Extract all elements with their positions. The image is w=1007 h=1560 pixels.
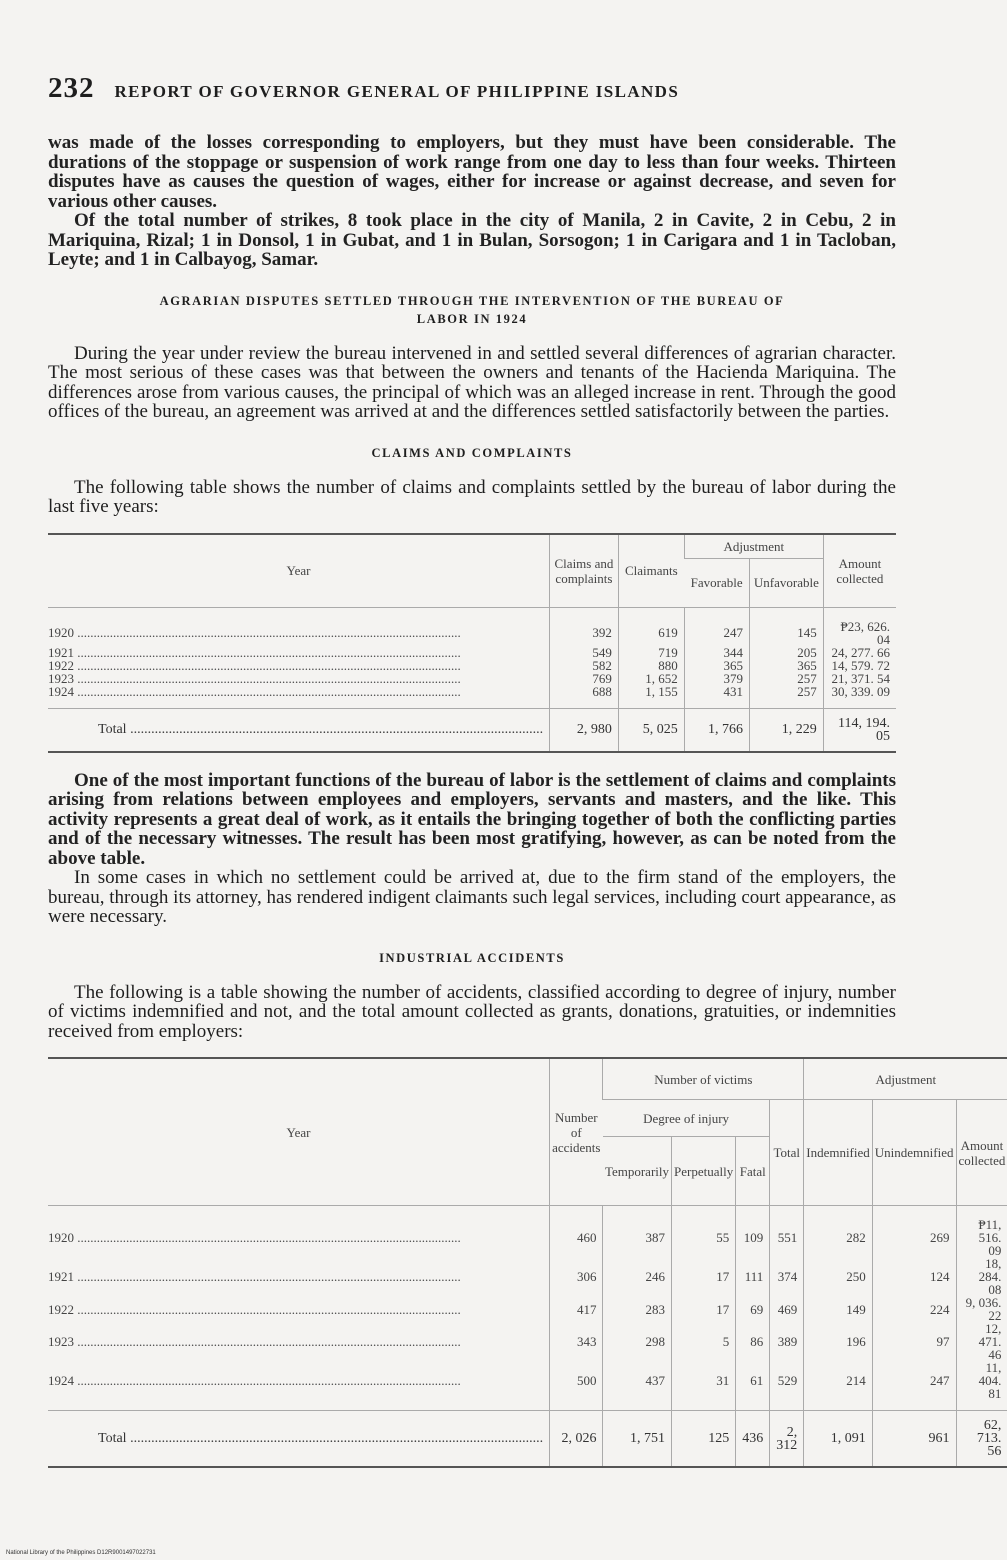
claims-table — [48, 533, 896, 753]
unfavorable-cell: 205 — [749, 646, 823, 659]
table-row — [48, 672, 896, 685]
accidents-cell: 343 — [550, 1322, 603, 1361]
indemnified-cell: 196 — [804, 1322, 873, 1361]
amount-cell: ₱23, 626. 04 — [823, 607, 896, 646]
claims-header-claimants: Claimants — [618, 534, 684, 608]
unfavorable-cell: 145 — [749, 607, 823, 646]
accidents-header-unindemnified: Unindemnified — [872, 1100, 956, 1206]
indemnified-cell: 149 — [804, 1296, 873, 1322]
claims-year-cell: 1920 ..... — [48, 607, 550, 646]
running-head: REPORT OF GOVERNOR GENERAL OF PHILIPPINE ISLANDS — [114, 82, 680, 101]
claims-cell: 582 — [550, 659, 619, 672]
accidents-header-temporarily: Temporarily — [603, 1137, 672, 1206]
accidents-year-cell: 1922 ..... — [48, 1296, 550, 1322]
favorable-cell: 247 — [684, 607, 749, 646]
table-total-row — [48, 1411, 1007, 1468]
accidents-cell: 460 — [550, 1206, 603, 1258]
unindemnified-cell: 224 — [872, 1296, 956, 1322]
amount-cell: 21, 371. 54 — [823, 672, 896, 685]
accidents-year-cell: 1924 ..... — [48, 1361, 550, 1411]
perpetually-cell: 55 — [672, 1206, 736, 1258]
accidents-cell: 500 — [550, 1361, 603, 1411]
unfavorable-cell: 1, 229 — [749, 708, 823, 752]
temporarily-cell: 298 — [603, 1322, 672, 1361]
claims-cell: 2, 980 — [550, 708, 619, 752]
total-cell: 374 — [770, 1257, 804, 1296]
section-heading-accidents: INDUSTRIAL ACCIDENTS — [379, 950, 565, 965]
claimants-cell: 5, 025 — [618, 708, 684, 752]
total-label: Total ..... — [48, 1411, 550, 1468]
total-cell: 2, 312 — [770, 1411, 804, 1468]
amount-cell: 12, 471. 46 — [956, 1322, 1007, 1361]
paragraph-strike-locations: Of the total number of strikes, 8 took place in the city of Manila, 2 in Cavite, 2 in Cebu, 2 in Mariquina, Rizal; 1 in Donsol, 1 in Gubat, and 1 in Bulan, Sorsogon; 1 in Carigara and 1 in Tacloban, Leyte; and 1 in Calbayog, Samar. — [48, 210, 896, 270]
favorable-cell: 1, 766 — [684, 708, 749, 752]
accidents-header-perpetually: Perpetually — [672, 1137, 736, 1206]
table-row — [48, 1257, 1007, 1296]
table-row — [48, 659, 896, 672]
indemnified-cell: 214 — [804, 1361, 873, 1411]
paragraph-claims-intro: The following table shows the number of claims and complaints settled by the bureau of labor during the last five years: — [48, 476, 896, 517]
paragraph-legal-services: In some cases in which no settlement could be arrived at, due to the firm stand of the employers, the bureau, through its attorney, has rendered indigent claimants such legal services, including court appearance, as were necessary. — [48, 867, 896, 927]
unfavorable-cell: 365 — [749, 659, 823, 672]
accidents-header-indemnified: Indemnified — [804, 1100, 873, 1206]
table-row — [48, 607, 896, 646]
amount-cell: 114, 194. 05 — [823, 708, 896, 752]
section-heading-agrarian-line-2: LABOR IN 1924 — [416, 311, 528, 326]
amount-cell: 18, 284. 08 — [956, 1257, 1007, 1296]
favorable-cell: 431 — [684, 685, 749, 709]
unindemnified-cell: 124 — [872, 1257, 956, 1296]
temporarily-cell: 1, 751 — [603, 1411, 672, 1468]
fatal-cell: 111 — [736, 1257, 770, 1296]
unindemnified-cell: 961 — [872, 1411, 956, 1468]
fatal-cell: 69 — [736, 1296, 770, 1322]
claims-header-adjustment: Adjustment — [684, 534, 823, 559]
accidents-cell: 306 — [550, 1257, 603, 1296]
accidents-header-fatal: Fatal — [736, 1137, 770, 1206]
amount-cell: 62, 713. 56 — [956, 1411, 1007, 1468]
indemnified-cell: 1, 091 — [804, 1411, 873, 1468]
claims-cell: 392 — [550, 607, 619, 646]
section-heading-agrarian — [48, 292, 896, 328]
paragraph-bureau-functions: One of the most important functions of the bureau of labor is the settlement of claims and complaints arising from relations between employees and employers, servants and masters, and the like. This activity represents a great deal of work, as it entails the bringing together of both the conflicting parties and of the necessary witnesses. The result has been most gratifying, however, as can be noted from the above table. — [48, 769, 896, 869]
perpetually-cell: 125 — [672, 1411, 736, 1468]
claims-cell: 769 — [550, 672, 619, 685]
indemnified-cell: 250 — [804, 1257, 873, 1296]
claimants-cell: 1, 155 — [618, 685, 684, 709]
accidents-header-total: Total — [770, 1100, 804, 1206]
accidents-header-amount: Amount collected — [956, 1100, 1007, 1206]
table-row — [48, 1322, 1007, 1361]
claimants-cell: 619 — [618, 607, 684, 646]
unfavorable-cell: 257 — [749, 685, 823, 709]
fatal-cell: 86 — [736, 1322, 770, 1361]
page-number: 232 — [48, 72, 95, 104]
table-row — [48, 1206, 1007, 1258]
total-cell: 551 — [770, 1206, 804, 1258]
claims-cell: 688 — [550, 685, 619, 709]
accidents-cell: 2, 026 — [550, 1411, 603, 1468]
perpetually-cell: 17 — [672, 1257, 736, 1296]
perpetually-cell: 17 — [672, 1296, 736, 1322]
unfavorable-cell: 257 — [749, 672, 823, 685]
claimants-cell: 1, 652 — [618, 672, 684, 685]
perpetually-cell: 5 — [672, 1322, 736, 1361]
accidents-header-adjustment: Adjustment — [804, 1058, 1007, 1100]
claimants-cell: 719 — [618, 646, 684, 659]
total-cell: 389 — [770, 1322, 804, 1361]
accidents-year-cell: 1920 ..... — [48, 1206, 550, 1258]
favorable-cell: 344 — [684, 646, 749, 659]
accidents-table — [48, 1057, 1007, 1468]
claims-header-unfavorable: Unfavorable — [749, 558, 823, 607]
perpetually-cell: 31 — [672, 1361, 736, 1411]
unindemnified-cell: 97 — [872, 1322, 956, 1361]
claims-year-cell: 1921 ..... — [48, 646, 550, 659]
claims-header-amount: Amount collected — [823, 534, 896, 608]
temporarily-cell: 246 — [603, 1257, 672, 1296]
paragraph-losses: was made of the losses corresponding to employers, but they must have been considerable. The durations of the stoppage or suspension of work range from one day to less than four weeks. Thirteen disputes have as causes the question of wages, either for increase or against decrease, and seven for various other causes. — [48, 132, 896, 212]
claims-year-cell: 1924 ..... — [48, 685, 550, 709]
amount-cell: 24, 277. 66 — [823, 646, 896, 659]
claims-header-favorable: Favorable — [684, 558, 749, 607]
temporarily-cell: 437 — [603, 1361, 672, 1411]
amount-cell: 30, 339. 09 — [823, 685, 896, 709]
paragraph-agrarian: During the year under review the bureau intervened in and settled several differences of agrarian character. The most serious of these cases was that between the owners and tenants of the Hacienda Mariquina. The differences arose from various causes, the principal of which was an alleged increase in rent. Through the good offices of the bureau, an agreement was arrived at and the differences settled satisfactorily between the parties. — [48, 342, 896, 422]
table-row — [48, 685, 896, 709]
amount-cell: 14, 579. 72 — [823, 659, 896, 672]
paragraph-accidents-intro: The following is a table showing the number of accidents, classified according to degree of injury, number of victims indemnified and not, and the total amount collected as grants, donations, gratuities, or indemnities received from employers: — [48, 981, 896, 1042]
scan-credit: National Library of the Philippines D12R9001497022731 — [6, 1550, 156, 1556]
claimants-cell: 880 — [618, 659, 684, 672]
total-cell: 469 — [770, 1296, 804, 1322]
section-heading-claims: CLAIMS AND COMPLAINTS — [371, 445, 573, 460]
total-label: Total ..... — [48, 708, 550, 752]
document-page — [48, 72, 1006, 1468]
favorable-cell: 379 — [684, 672, 749, 685]
amount-cell: 11, 404. 81 — [956, 1361, 1007, 1411]
temporarily-cell: 387 — [603, 1206, 672, 1258]
page-header — [48, 72, 896, 105]
favorable-cell: 365 — [684, 659, 749, 672]
accidents-cell: 417 — [550, 1296, 603, 1322]
accidents-header-year: Year — [48, 1058, 550, 1206]
claims-cell: 549 — [550, 646, 619, 659]
claims-year-cell: 1923 ..... — [48, 672, 550, 685]
fatal-cell: 436 — [736, 1411, 770, 1468]
claims-year-cell: 1922 ..... — [48, 659, 550, 672]
accidents-year-cell: 1923 ..... — [48, 1322, 550, 1361]
unindemnified-cell: 247 — [872, 1361, 956, 1411]
accidents-header-accidents: Number of accidents — [550, 1058, 603, 1206]
accidents-header-victims: Number of victims — [603, 1058, 804, 1100]
amount-cell: 9, 036. 22 — [956, 1296, 1007, 1322]
accidents-year-cell: 1921 ..... — [48, 1257, 550, 1296]
table-row — [48, 1296, 1007, 1322]
table-total-row — [48, 708, 896, 752]
unindemnified-cell: 269 — [872, 1206, 956, 1258]
section-heading-agrarian-line-1: AGRARIAN DISPUTES SETTLED THROUGH THE INTERVENTION OF THE BUREAU OF — [159, 293, 785, 308]
temporarily-cell: 283 — [603, 1296, 672, 1322]
accidents-header-degree: Degree of injury — [603, 1100, 770, 1137]
indemnified-cell: 282 — [804, 1206, 873, 1258]
table-row — [48, 1361, 1007, 1411]
fatal-cell: 61 — [736, 1361, 770, 1411]
total-cell: 529 — [770, 1361, 804, 1411]
amount-cell: ₱11, 516. 09 — [956, 1206, 1007, 1258]
fatal-cell: 109 — [736, 1206, 770, 1258]
table-row — [48, 646, 896, 659]
claims-header-year: Year — [48, 534, 550, 608]
claims-header-claims: Claims and complaints — [550, 534, 619, 608]
